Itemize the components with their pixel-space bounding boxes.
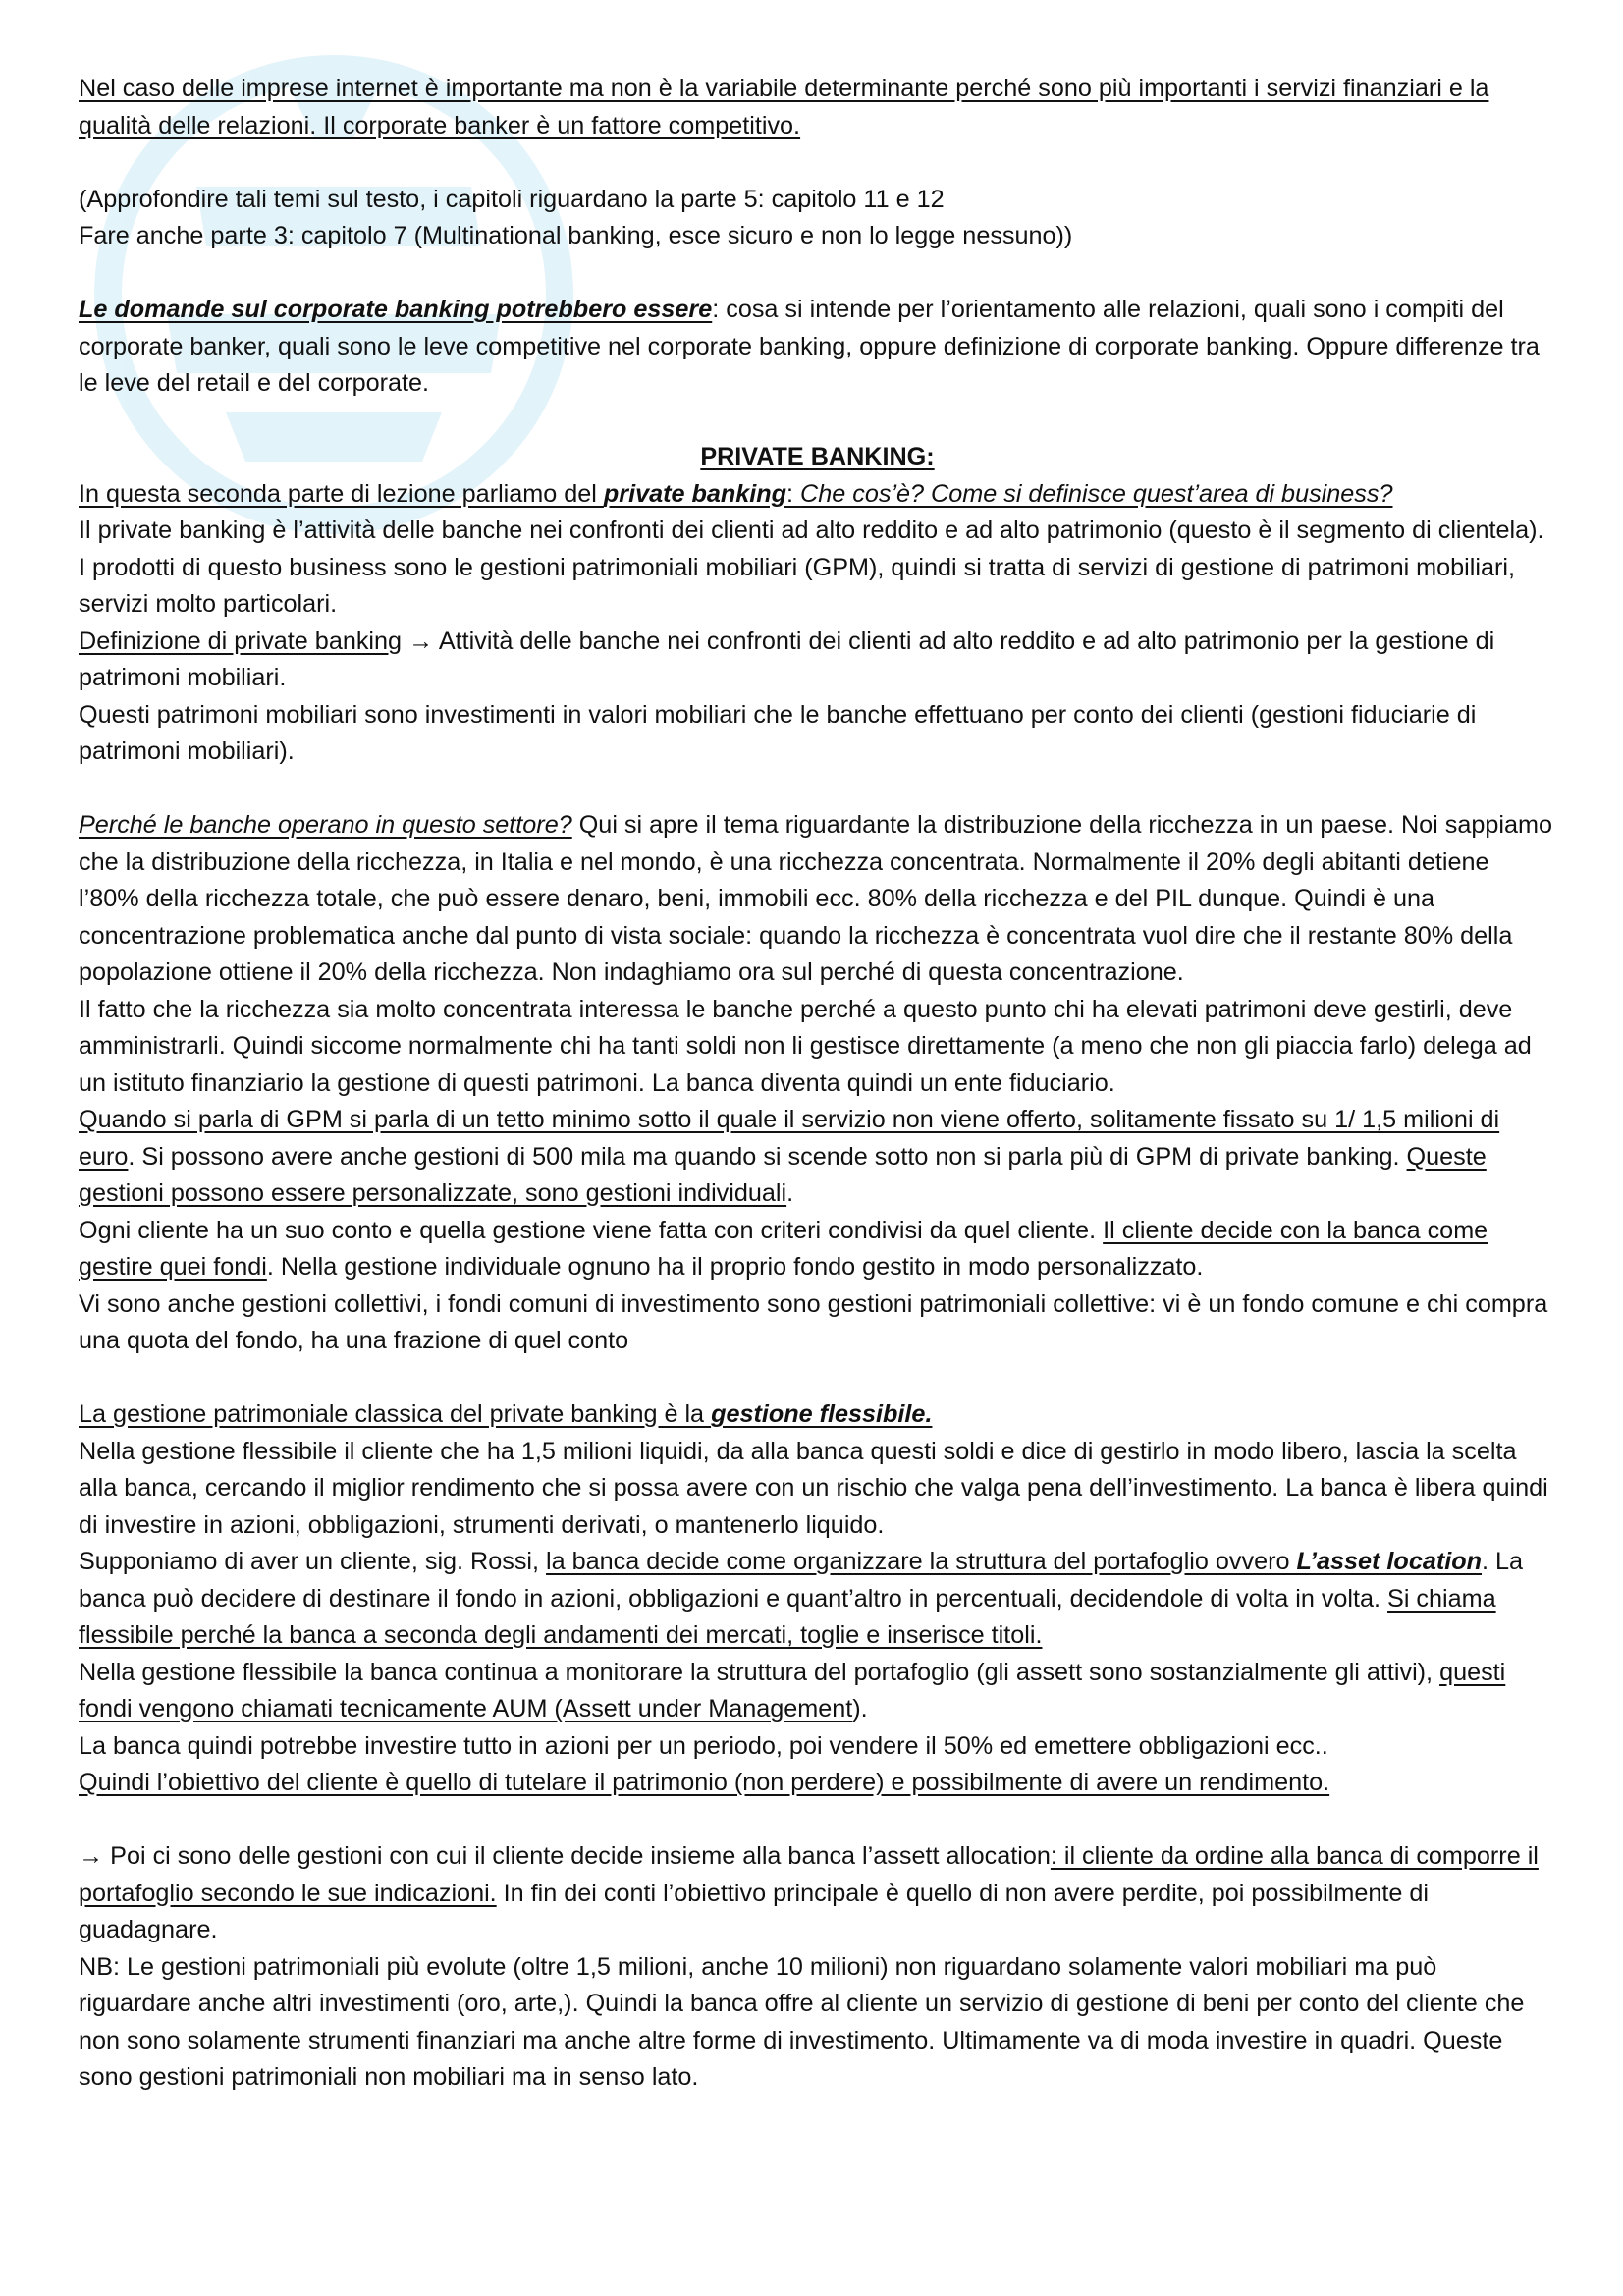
text: Poi ci sono delle gestioni con cui il cliente decide insieme alla banca l’assett allocation	[103, 1842, 1051, 1870]
text: (Approfondire tali temi sul testo, i capitoli riguardano la parte 5: capitolo 11 e 12	[79, 185, 945, 213]
text-bold-italic: private banking	[603, 479, 787, 508]
text-underlined: Si chiama flessibile perché la banca a seconda degli andamenti dei mercati, toglie e inserisce titoli.	[79, 1584, 1496, 1649]
paragraph-flexible-title	[79, 1396, 1556, 1434]
text-bold-italic: gestione flessibile.	[711, 1400, 933, 1428]
text-bold-italic: Le domande sul corporate banking potrebbero essere	[79, 296, 713, 323]
text-underlined: Quando si parla di GPM si parla di un tetto minimo sotto il quale il servizio non viene offerto, solitamente fissato su 1/ 1,5 milioni di euro	[79, 1106, 1500, 1171]
text: . Si possono avere anche gestioni di 500 mila ma quando si scende sotto non si parla più di GPM di private banking.	[128, 1142, 1407, 1171]
paragraph-chapters	[79, 182, 1556, 255]
paragraph-intro-private-banking	[79, 476, 1556, 514]
text: ).	[852, 1695, 868, 1722]
text: Il private banking è l’attività delle banche nei confronti dei clienti ad alto reddito e ad alto patrimonio (questo è il segmento di clientela). I prodotti di questo business sono le gestioni patrimoniali mobiliari (GPM), quindi si tratta di servizi di gestione di patrimoni mobiliari, servizi molto particolari.	[79, 517, 1544, 618]
text-underlined: In questa seconda parte di lezione parliamo del	[79, 479, 604, 508]
paragraph-why-banks	[79, 807, 1556, 992]
paragraph-definition-label	[79, 624, 1556, 697]
text: . Nella gestione individuale ognuno ha il proprio fondo gestito in modo personalizzato.	[266, 1253, 1204, 1281]
text: Questi patrimoni mobiliari sono investimenti in valori mobiliari che le banche effettuano per conto dei clienti (gestioni fiduciarie di patrimoni mobiliari).	[79, 700, 1477, 765]
arrow-right-icon: →	[402, 627, 439, 655]
text: Vi sono anche gestioni collettivi, i fondi comuni di investimento sono gestioni patrimoniali collettive: vi è un fondo comune e chi compra una quota del fondo, ha una frazione di quel conto	[79, 1289, 1548, 1354]
paragraph-definition	[79, 513, 1556, 624]
paragraph-collective	[79, 1286, 1556, 1360]
text-underlined: Definizione di private banking	[79, 627, 403, 655]
text: Fare anche parte 3: capitolo 7 (Multinational banking, esce sicuro e non lo legge nessuno))	[79, 222, 1073, 249]
text: Attività delle banche nei confronti dei clienti ad alto reddito e ad alto patrimonio per la gestione di patrimoni mobiliari.	[79, 627, 1495, 691]
text: Supponiamo di aver un cliente, sig. Rossi,	[79, 1548, 547, 1575]
paragraph-aum	[79, 1655, 1556, 1728]
paragraph-patrimoni	[79, 697, 1556, 771]
text-underlined: :	[786, 479, 801, 508]
text-underlined: la banca decide come organizzare la struttura del portafoglio ovvero	[546, 1548, 1297, 1575]
paragraph-exam-questions	[79, 292, 1556, 403]
text: Ogni cliente ha un suo conto e quella gestione viene fatta con criteri condivisi da quel cliente.	[79, 1216, 1104, 1244]
paragraph-asset-allocation	[79, 1838, 1556, 1949]
heading-text: PRIVATE BANKING:	[700, 443, 935, 470]
paragraph-flexible	[79, 1434, 1556, 1545]
text-bold-italic: L’asset location	[1296, 1548, 1482, 1575]
text: Il fatto che la ricchezza sia molto concentrata interessa le banche perché a questo punto chi ha elevati patrimoni deve gestirli, deve amministrarli. Quindi siccome normalmente chi ha tanti soldi non li gestisce direttamente (a meno che non gli piaccia farlo) delega ad un istituto finanziario la gestione di questi patrimoni. La banca diventa quindi un ente fiduciario.	[79, 995, 1532, 1097]
text-underlined: questi fondi vengono chiamati tecnicamente AUM (Assett under Management	[79, 1658, 1506, 1722]
text-underlined: La gestione patrimoniale classica del private banking è la	[79, 1400, 712, 1428]
text: . La banca può decidere di destinare il fondo in azioni, obbligazioni e quant’altro in percentuali, decidendole di volta in volta.	[79, 1548, 1524, 1613]
section-heading	[79, 439, 1556, 476]
text: .	[786, 1179, 794, 1207]
arrow-right-icon: →	[79, 1842, 104, 1870]
text-underlined: Quindi l’obiettivo del cliente è quello di tutelare il patrimonio (non perdere) e possibilmente di avere un rendimento.	[79, 1769, 1330, 1796]
text: Nella gestione flessibile il cliente che ha 1,5 milioni liquidi, da alla banca questi soldi e dice di gestirlo in modo libero, lascia la scelta alla banca, cercando il miglior rendimento che si possa avere con un rischio che valga pena dell’investimento. La banca è libera quindi di investire in azioni, obbligazioni, strumenti derivati, o mantenerlo liquido.	[79, 1437, 1548, 1539]
text-underlined: : il cliente da ordine alla banca di comporre il portafoglio secondo le sue indicazioni.	[79, 1842, 1539, 1907]
text-underlined: Il cliente decide con la banca come gestire quei fondi	[79, 1216, 1488, 1281]
text-italic: Perché le banche operano in questo settore?	[79, 811, 572, 839]
text: Nella gestione flessibile la banca continua a monitorare la struttura del portafoglio (gli assett sono sostanzialmente gli attivi),	[79, 1658, 1440, 1686]
text: NB: Le gestioni patrimoniali più evolute (oltre 1,5 milioni, anche 10 milioni) non riguardano solamente valori mobiliari ma può riguardare anche altri investimenti (oro, arte,). Quindi la banca offre al cliente un servizio di gestione di beni per conto del cliente che non sono solamente strumenti finanziari ma anche altre forme di investimento. Ultimamente va di moda investire in quadri. Queste sono gestioni patrimoniali non mobiliari ma in senso lato.	[79, 1952, 1525, 2091]
document-body	[79, 71, 1556, 2097]
text-underlined: Nel caso delle imprese internet è importante ma non è la variabile determinante perché sono più importanti i servizi finanziari e la qualità delle relazioni. Il corporate banker è un fattore competitivo.	[79, 75, 1489, 139]
paragraph-objective	[79, 1765, 1556, 1802]
text: : cosa si intende per l’orientamento alle relazioni, quali sono i compiti del corporate banker, quali sono le leve competitive nel corporate banking, oppure definizione di corporate banking. Oppure differenze tra le leve del retail e del corporate.	[79, 296, 1540, 397]
paragraph-rossi	[79, 1544, 1556, 1655]
text: In fin dei conti l’obiettivo principale è quello di non avere perdite, poi possibilmente di guadagnare.	[79, 1879, 1429, 1943]
text: Qui si apre il tema riguardante la distribuzione della ricchezza in un paese. Noi sappiamo che la distribuzione della ricchezza, in Italia e nel mondo, è una ricchezza concentrata. Normalmente il 20% degli abitanti detiene l’80% della ricchezza totale, che può essere denaro, beni, immobili ecc. 80% della ricchezza e del PIL dunque. Quindi è una concentrazione problematica anche dal punto di vista sociale: quando la ricchezza è concentrata vuol dire che il restante 80% della popolazione ottiene il 20% della ricchezza. Non indaghiamo ora sul perché di questa concentrazione.	[79, 811, 1552, 986]
paragraph-nb	[79, 1949, 1556, 2097]
text-italic: Che cos’è? Come si definisce quest’area di business?	[800, 479, 1393, 508]
paragraph-internet	[79, 71, 1556, 144]
paragraph-gpm	[79, 1102, 1556, 1213]
paragraph-individual	[79, 1213, 1556, 1286]
text-underlined: Queste gestioni possono essere personalizzate, sono gestioni individuali	[79, 1142, 1487, 1207]
text: La banca quindi potrebbe investire tutto in azioni per un periodo, poi vendere il 50% ed emettere obbligazioni ecc..	[79, 1731, 1328, 1760]
paragraph-concentration	[79, 992, 1556, 1103]
paragraph-example	[79, 1728, 1556, 1766]
